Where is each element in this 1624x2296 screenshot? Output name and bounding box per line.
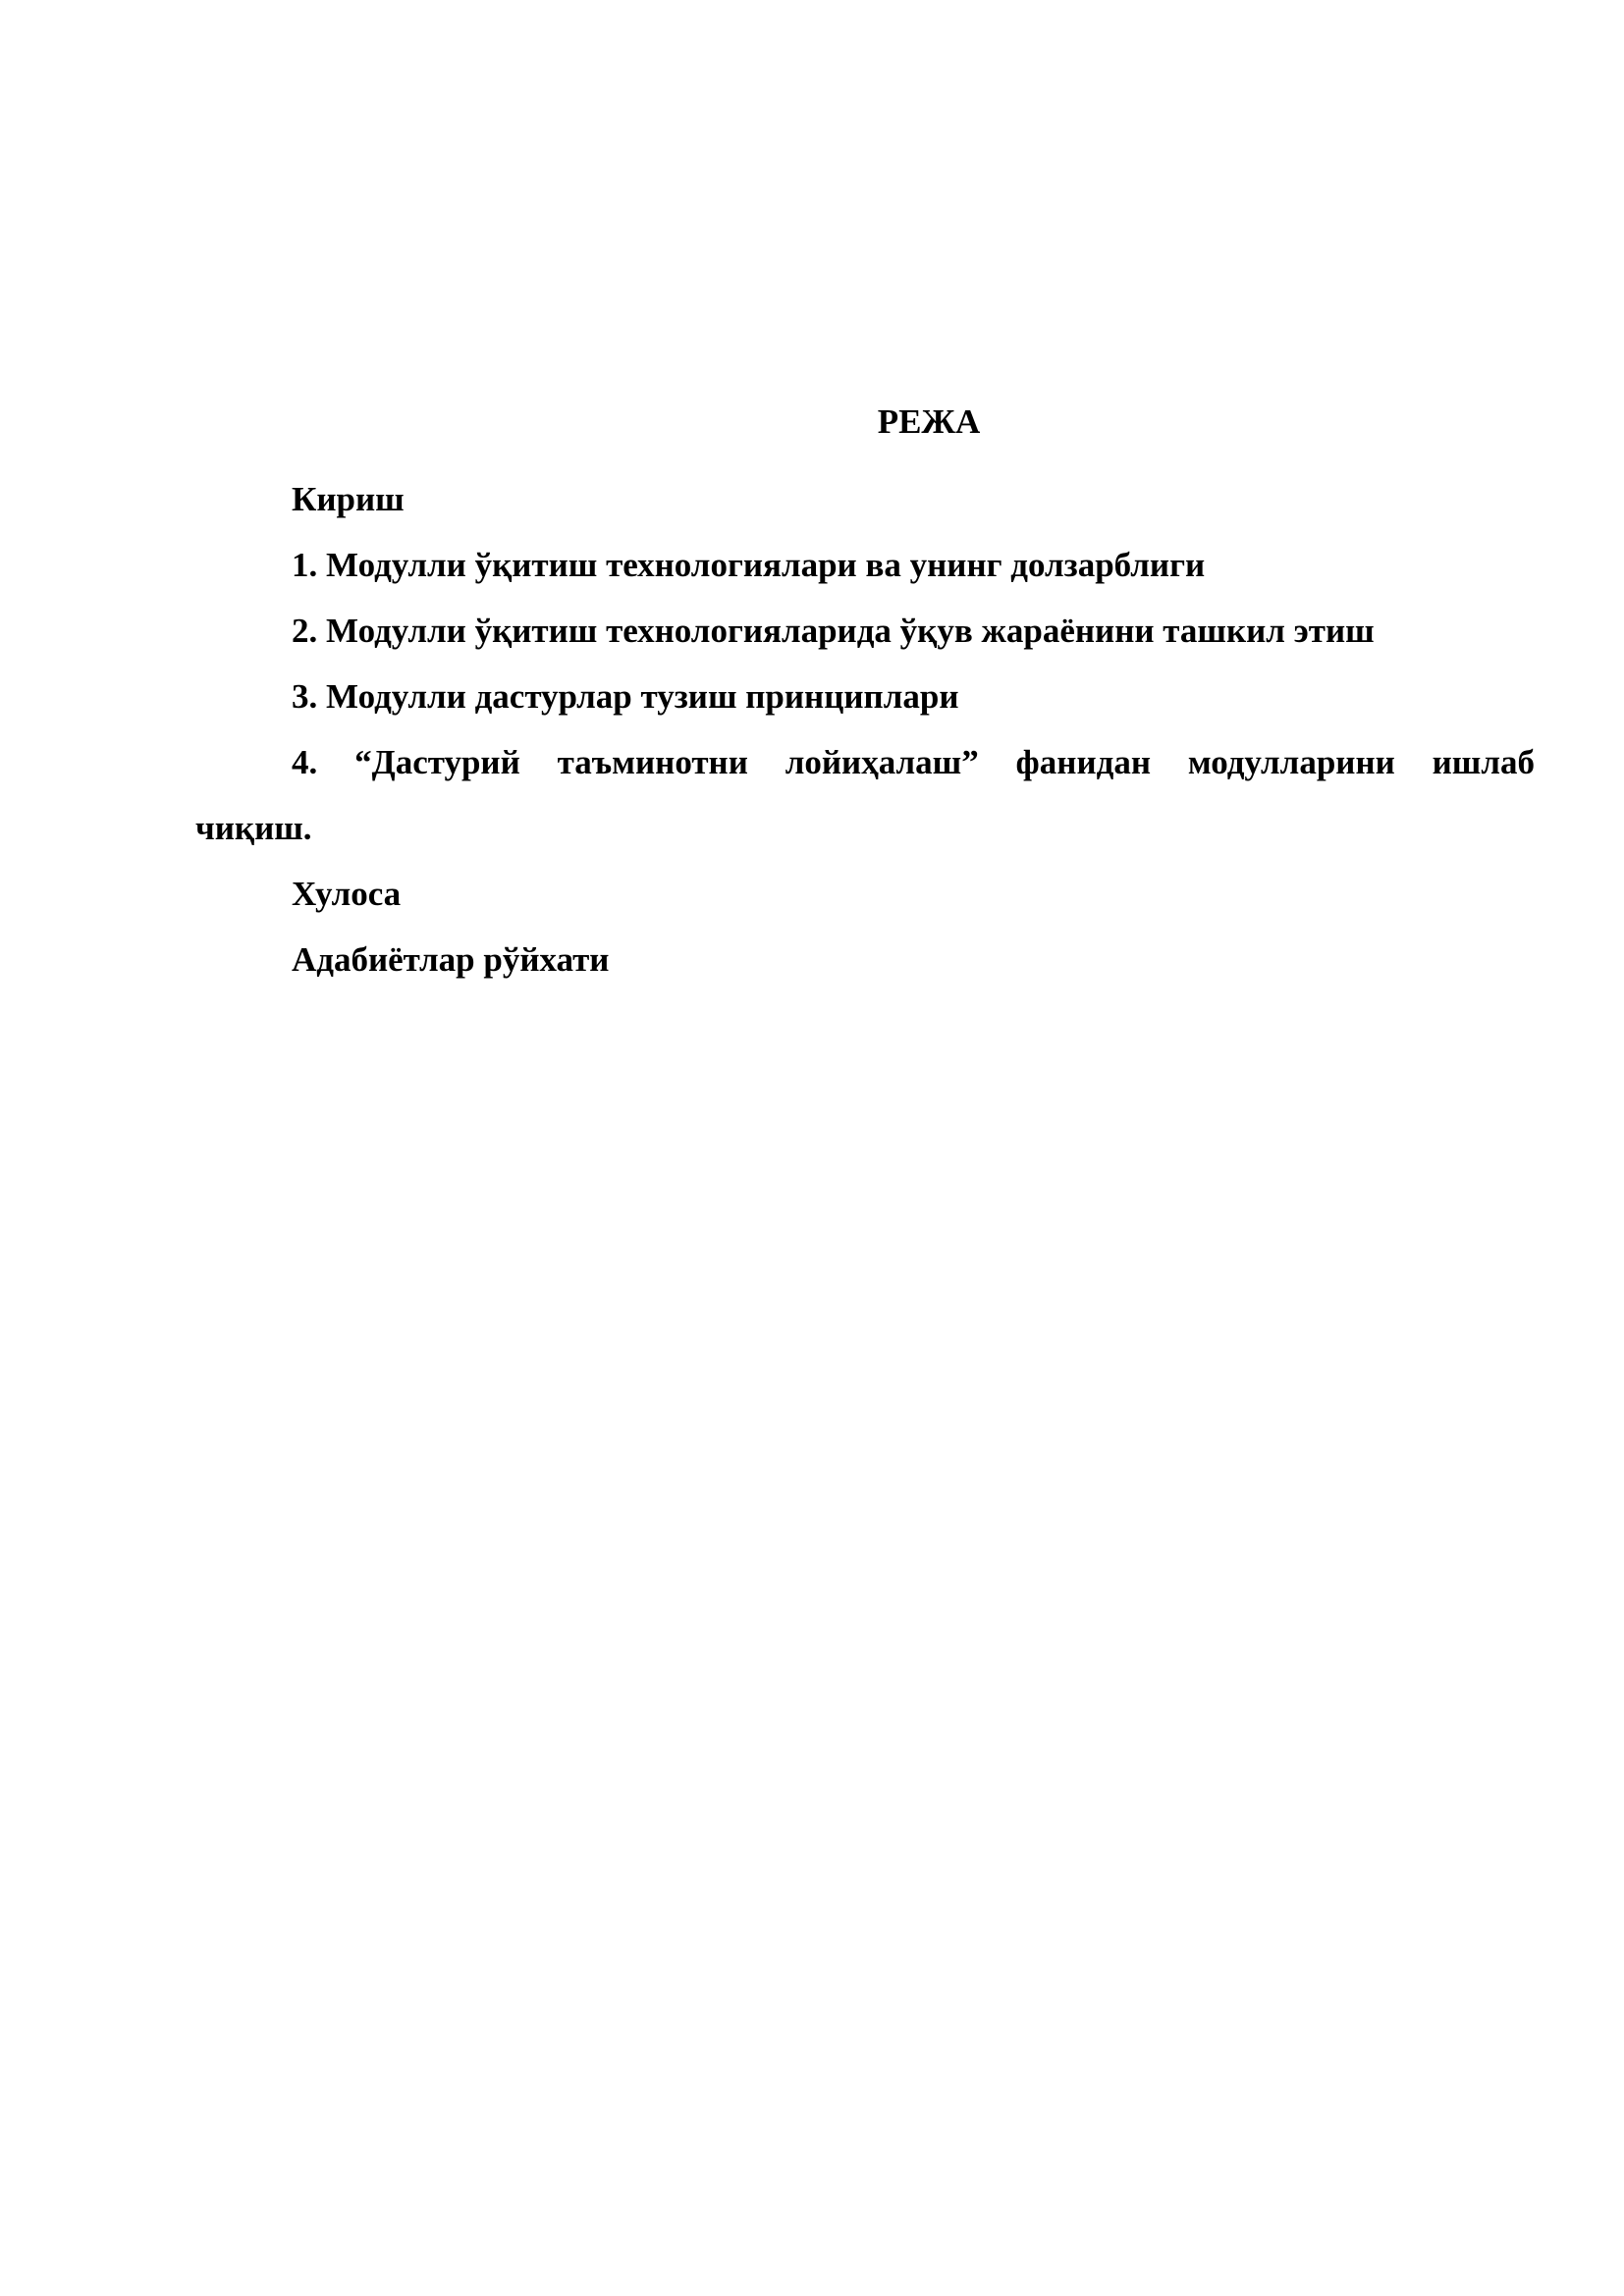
plan-item-4 (195, 729, 1535, 861)
plan-item-3: 3. Модулли дастурлар тузиш принциплари (292, 677, 959, 716)
plan-item-1: 1. Модулли ўқитиш технологиялари ва унинг долзарблиги (292, 546, 1206, 584)
plan-item-introduction: Кириш (292, 480, 405, 518)
page-title: РЕЖА (877, 402, 981, 441)
plan-content (195, 400, 1535, 992)
plan-item-conclusion: Хулоса (292, 875, 402, 913)
plan-item-references: Адабиётлар рўйхати (292, 940, 610, 979)
plan-item-4-line-1: 4. “Дастурий таъминотни лойиҳалаш” фанидан модулларини ишлаб (292, 743, 1535, 781)
plan-item-2: 2. Модулли ўқитиш технологияларида ўқув жараёнини ташкил этиш (292, 612, 1375, 650)
plan-item-4-line-2: чиқиш. (195, 809, 312, 847)
